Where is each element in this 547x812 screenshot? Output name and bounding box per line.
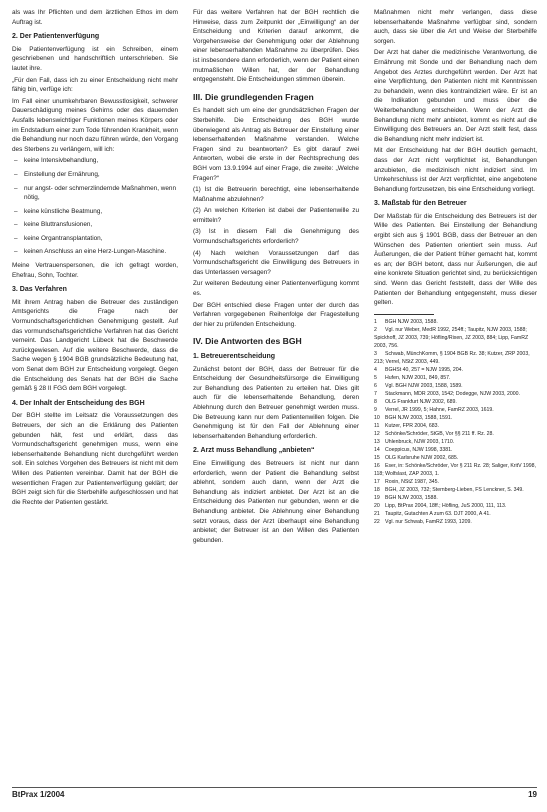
footnote	[374, 318, 537, 326]
footnote-number: 8	[374, 398, 377, 405]
footnote-text: OLG Karlsruhe NJW 2002, 685.	[385, 454, 459, 461]
list-item: – keine Intensivbehandlung,	[24, 156, 178, 166]
paragraph: Die Patientenverfügung ist ein Schreiben, einem geschriebenen und handschriftlich unterschrieben. Sie lautet ihre.	[12, 45, 178, 72]
chapter-heading: IV. Die Antworten des BGH	[193, 336, 302, 347]
question-item: (2) An welchen Kriterien ist dabei der Patientenwille zu ermitteln?	[193, 207, 359, 224]
footnote-text: OLG Frankfurt NJW 2002, 689.	[385, 398, 457, 405]
list-item: – keine Organtransplantation,	[24, 234, 178, 244]
footnote-text: BGH NJW 2003, 1588.	[385, 494, 438, 501]
paragraph: Im Fall einer unumkehrbaren Bewusstlosigkeit, schwerer Dauerschädigung meines Gehirns oder des dauernden Ausfalls lebenswichtiger Funktionen meines Körpers oder im Endstadium einer zum Tode führenden Krankheit, wenn die Behandlung nur noch dazu führen würde, den Vorgang des Sterbens zu verlängern, will ich:	[12, 97, 178, 153]
footnote	[374, 438, 537, 446]
footnote-number: 18	[374, 486, 380, 493]
footnote	[374, 446, 537, 454]
footnote-text: Lipp, BtPrax 2004, 18ff.; Höfling, JuS 2000, 111, 113.	[385, 502, 507, 509]
footnote-text: Stackmann, MDR 2003, 1542; Dodegge, NJW 2003, 2000.	[385, 390, 520, 397]
footnote	[374, 478, 537, 486]
footnote	[374, 462, 537, 478]
list-item: – keine künstliche Beatmung,	[24, 207, 178, 217]
footnote	[374, 454, 537, 462]
paragraph: Maßnahmen nicht mehr verlangen, dass diese lebenserhaltende Maßnahme verfügbar sind, sondern auch, dass sie über die Art und Weise der Sterbehilfe sorgen.	[374, 9, 537, 45]
paragraph: Mit ihrem Antrag haben die Betreuer des zuständigen Amtsgerichts die Frage nach der Vormundschaftsgerichtlichen Genehmigung gestellt. Auf das vormundschaftsgerichtliche Verfahren hat das Gericht verneint. Das Landgericht Lübeck hat die Beschwerde zurückgewiesen. Auf die weitere Beschwerde, dass die Sache wegen § 1904 BGB grundsätzliche Bedeutung hat, vom Senat dem BGH zur Entscheidung vorgelegt. Gegen die Entscheidung des Senats hat der BGH die Sache gemäß § 28 II FGG dem BGH vorgelegt.	[12, 298, 178, 393]
footnote-number: 6	[374, 382, 377, 389]
footnote-number: 16	[374, 462, 380, 469]
section-heading: 1. Betreuerentscheidung	[193, 353, 276, 360]
footnote-text: Hufen, NJW 2001, 849, 857.	[385, 374, 451, 381]
footnote	[374, 326, 537, 350]
paragraph: Es handelt sich um eine der grundsätzlichen Fragen der Sterbehilfe. Die Entscheidung des BGH wurde überwiegend als Antrag als Betreuer der Einstellung einer lebenserhaltenden Maßnahme verstanden. Welche Fragen sind zu beantworten? Es gibt darauf zwei Antworten, wobei die erste in der Rechtsprechung des BGH vom 13.9.1994 auf einer Frage, die zweite: „Welche Fragen?“	[193, 107, 359, 182]
footnote-number: 9	[374, 406, 377, 413]
footnote	[374, 486, 537, 494]
list-item: – Einstellung der Ernährung,	[24, 170, 178, 180]
footnote-number: 1	[374, 318, 377, 325]
list-item: – keine Bluttransfusionen,	[24, 220, 178, 230]
footnote-number: 13	[374, 438, 380, 445]
footnote	[374, 390, 537, 398]
footnote-number: 11	[374, 422, 380, 429]
footnote-text: Kutzer, FPR 2004, 683.	[385, 422, 439, 429]
footnote-text: Vgl. BGH NJW 2003, 1588, 1589.	[385, 382, 463, 389]
paragraph: Der Maßstab für die Entscheidung des Betreuers ist der Wille des Patienten. Bei Einstellung der Behandlung ergibt sich aus § 1901 BGB, dass der Betreuer an den Wünschen des Patienten orientiert sein muss. Auf Äußerungen, die der Patient früher gemacht hat, kommt es an; der BGH betont, dass nur Äußerungen, die auf eine konkrete Situation gerichtet sind, zu berücksichtigen sind. Wenn das Gericht feststellt, dass der Wille des Patienten der Behandlung entgegensteht, muss dieser gelten.	[374, 212, 537, 307]
directive-list	[12, 156, 178, 257]
question-item: (4) Nach welchen Voraussetzungen darf das Vormundschaftsgericht die Einwilligung des Betreuers in das Unterlassen versagen?	[193, 249, 359, 276]
page-footer	[12, 790, 537, 804]
section-heading: 4. Der Inhalt der Entscheidung des BGH	[12, 399, 145, 407]
footnote	[374, 414, 537, 422]
footnote	[374, 398, 537, 406]
list-item: – keinen Anschluss an eine Herz-Lungen-Maschine.	[24, 247, 178, 257]
footnote	[374, 494, 537, 502]
footnote	[374, 502, 537, 510]
footnote-text: Vgl. nur Schwab, FamRZ 1993, 1209.	[385, 518, 472, 525]
paragraph: Meine Vertrauenspersonen, die ich gefragt worden, Ehefrau, Sohn, Tochter.	[12, 262, 178, 279]
paragraph: „Für den Fall, dass ich zu einer Entscheidung nicht mehr fähig bin, verfüge ich:	[12, 76, 178, 94]
paragraph: Zunächst betont der BGH, dass der Betreuer für die Entscheidung der Gesundheitsfürsorge die Einwilligung zur Behandlung des Patienten zu erteilen hat. Dies gilt auch für die lebenserhaltende Behandlung, deren Ablehnung durch den Betreuer genehmigt werden muss. Die Betreuung kann nur dem Patientenwillen folgen. Die Genehmigung ist für den Fall der Ablehnung einer lebenserhaltenden Behandlung erforderlich.	[193, 365, 359, 440]
section-heading: 2. Arzt muss Behandlung „anbieten“	[193, 447, 315, 455]
question-item: (3) Ist in diesem Fall die Genehmigung des Vormundschaftsgerichts erforderlich?	[193, 228, 359, 246]
footnote	[374, 430, 537, 438]
footnote-number: 5	[374, 374, 377, 381]
paragraph: Für das weitere Verfahren hat der BGH rechtlich die Hinweise, dass zum Zeitpunkt der „Einwilligung“ an der Entscheidung und Kriterien darauf ankommt, die Vorgehensweise der Genehmigung oder der Ablehnung einer lebenserhaltenden Maßnahme zu überprüfen. Dies ist insbesondere dann erforderlich, wenn der Patient einen mutmaßlichen Willen hat, der der Behandlung entgegensteht. Die Entscheidungen stimmen überein.	[193, 9, 359, 84]
footnote-number: 2	[374, 326, 377, 333]
footnote-text: Roxin, NStZ 1987, 345.	[385, 478, 439, 485]
footnote-text: Schwab, MünchKomm, § 1904 BGB Rz. 38; Kutzer, ZRP 2003, 213; Verrel, NStZ 2003, 449.	[374, 350, 530, 365]
footnote-number: 7	[374, 390, 377, 397]
footnote-text: BGHSt 40, 257 = NJW 1995, 204.	[385, 366, 463, 373]
footnote-text: Uhlenbruck, NJW 2003, 1710.	[385, 438, 455, 445]
chapter-heading: III. Die grundlegenden Fragen	[193, 91, 314, 102]
footnote-text: Taupitz, Gutachten A zum 63. DJT 2000, A 41.	[385, 510, 491, 517]
footnote-number: 21	[374, 510, 380, 517]
footnote	[374, 406, 537, 414]
footnote-text: BGH, JZ 2003, 732; Sternberg-Lieben, FS Lenckner, S. 349.	[385, 486, 524, 493]
paragraph: Eine Einwilligung des Betreuers ist nicht nur dann erforderlich, wenn der Patient die Behandlung selbst ablehnt, sondern auch dann, wenn der Arzt die Behandlung als indiziert anbietet. Der Arzt ist an die Entscheidung des Patienten nur gebunden, wenn er die Behandlung anbietet. Die Ablehnung einer Behandlung setzt voraus, dass der Arzt überhaupt eine Behandlung anbietet; der Betreuer ist an den Willen des Patienten gebunden.	[193, 459, 359, 544]
footnote	[374, 366, 537, 374]
footnote-number: 19	[374, 494, 380, 501]
footnote-text: Schönke/Schröder, StGB, Vor §§ 211 ff. Rz. 28.	[385, 430, 494, 437]
footnotes	[374, 318, 537, 526]
footnote-divider	[374, 314, 434, 315]
footnote	[374, 422, 537, 430]
paragraph: Der Arzt hat daher die medizinische Verantwortung, die Ernährung mit Sonde und der Behandlung nach dem Angebot des Arztes durchgeführt werden. Der Arzt hat eine Verpflichtung, den Patienten nicht mit Kenntnissen zu behandeln, wenn dies kontraindiziert wäre. Er ist an die Indikation gebunden und muss über die Weiterbehandlung entscheiden. Wenn der Arzt die Behandlung nicht mehr anbietet, kommt es nicht auf die Einwilligung des Betreuers an. Der Arzt stellt fest, dass die Behandlung nicht mehr indiziert ist.	[374, 49, 537, 143]
footnote-number: 12	[374, 430, 380, 437]
footnote-number: 3	[374, 350, 377, 357]
paragraph: als was Ihr Pflichten und dem ärztlichen Ethos im dem Auftrag ist.	[12, 9, 178, 26]
footnote-text: Eser, in: Schönke/Schröder, Vor § 211 Rz. 28; Saliger, KritV 1998, 118; Wolfslast, ZAP 2003, 1.	[374, 462, 537, 477]
footnote-number: 20	[374, 502, 380, 509]
section-heading: 2. Der Patientenverfügung	[12, 33, 100, 41]
footnote-number: 17	[374, 478, 380, 485]
footnote-text: BGH NJW 2003, 1588, 1591.	[385, 414, 453, 421]
footnote-text: Vgl. nur Weber, MedR 1992, 254ff.; Taupitz, NJW 2003, 1588; Spickhoff, JZ 2003, 739; Höfling/Rixen, JZ 2003, 884; Lipp, FamRZ 2003, 756.	[374, 326, 529, 349]
footnote	[374, 350, 537, 366]
text-column-left	[12, 8, 178, 509]
paragraph: Zur weiteren Bedeutung einer Patientenverfügung kommt es.	[193, 280, 359, 298]
footnote-number: 14	[374, 446, 380, 453]
text-column-right	[374, 8, 537, 526]
footnote-number: 4	[374, 366, 377, 373]
text-column-middle	[193, 8, 359, 547]
paragraph: Der BGH stellte im Leitsatz die Voraussetzungen des Betreuers, der sich an die Erklärung des Patienten gebunden hält, fest und erklärt, dass das Vormundschaftsgericht genehmigen muss, wenn eine lebenserhaltende Behandlung nicht durchgeführt werden soll. Ein solches Vorgehen des Betreuers ist nicht mit dem Willen des Patienten vereinbar. Damit hat der BGH die wesentlichen Fragen zur Patientenverfügung geklärt; der BGH zeigt sich für die Sterbehilfe aufgeschlossen und hat die Rechte der Patienten gestärkt.	[12, 412, 178, 506]
footer-divider	[12, 787, 537, 788]
footnote-number: 15	[374, 454, 380, 461]
list-item: – nur angst- oder schmerzlindernde Maßnahmen, wenn nötig,	[24, 184, 178, 203]
footnote-number: 10	[374, 414, 380, 421]
footnote	[374, 374, 537, 382]
footnote	[374, 518, 537, 526]
page-number: 19	[528, 790, 537, 799]
section-heading: 3. Das Verfahren	[12, 286, 67, 294]
footnote-number: 22	[374, 518, 380, 525]
footnote	[374, 382, 537, 390]
footnote	[374, 510, 537, 518]
footnote-text: BGH NJW 2003, 1588.	[385, 318, 438, 325]
question-item: (1) Ist die Betreuerin berechtigt, eine lebenserhaltende Maßnahme abzulehnen?	[193, 186, 359, 203]
footnote-text: Verrel, JR 1999, 5; Hahne, FamRZ 2003, 1619.	[385, 406, 494, 413]
paragraph: Mit der Entscheidung hat der BGH deutlich gemacht, dass der Arzt nicht verpflichtet ist, Behandlungen anzubieten, die medizinisch nicht indiziert sind. Im Umkehrschluss ist der Arzt verpflichtet, eine angebotene Behandlung fortzusetzen, bis eine Entscheidung vorliegt.	[374, 147, 537, 193]
journal-issue: BtPrax 1/2004	[12, 790, 65, 799]
footnote-text: Coeppicus, NJW 1998, 3381.	[385, 446, 453, 453]
paragraph: Der BGH entschied diese Fragen unter der durch das Verfahren vorgegebenen Reihenfolge der Fragestellung der hier zu prüfenden Entscheidung.	[193, 301, 359, 328]
section-heading: 3. Maßstab für den Betreuer	[374, 200, 467, 208]
